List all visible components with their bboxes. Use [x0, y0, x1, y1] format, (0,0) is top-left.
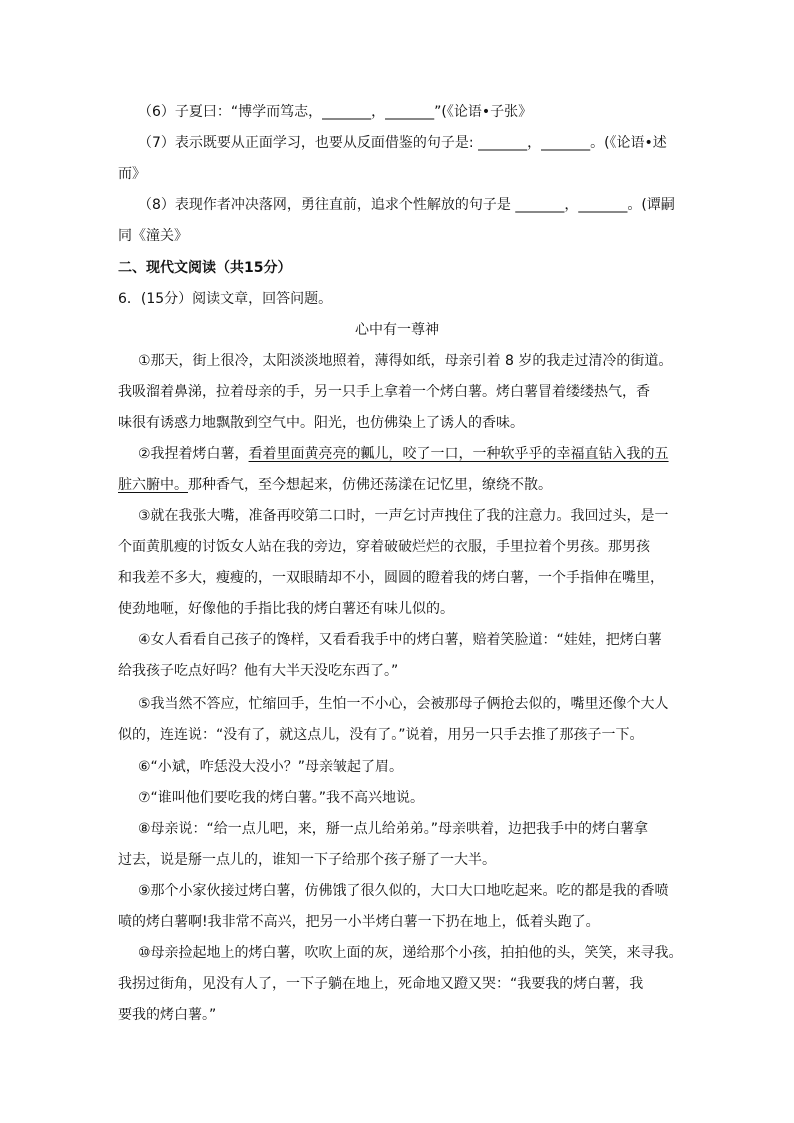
question-7-fill-line1: （7）表示既要从正面学习，也要从反面借鉴的句子是: _______，_______。(《论语•述 [138, 135, 667, 151]
paragraph-10-line-3: 要我的烤白薯。” [118, 1007, 217, 1023]
paragraph-2-underlined-1: 看着里面黄亮亮的瓤儿，咬了一口，一种软乎乎的幸福直钻入我的五 [248, 446, 669, 462]
question-6-fill: （6）子夏曰：“博学而笃志，_______，_______”(《论语•子张》 [138, 104, 533, 120]
paragraph-7-line-1: ⑦“谁叫他们要吃我的烤白薯。”我不高兴地说。 [138, 790, 425, 806]
paragraph-1-line-1: ①那天，街上很冷，太阳淡淡地照着，薄得如纸，母亲引着 8 岁的我走过清冷的街道。 [138, 353, 673, 369]
section-heading: 二、现代文阅读（共15分） [118, 260, 292, 276]
paragraph-2-line-1 [138, 443, 669, 465]
article-title: 心中有一尊神 [355, 322, 439, 338]
paragraph-9-line-2: 喷的烤白薯啊!我非常不高兴，把另一小半烤白薯一下扔在地上，低着头跑了。 [118, 914, 600, 930]
paragraph-6-line-1: ⑥“小斌，咋恁没大没小？”母亲皱起了眉。 [138, 759, 404, 775]
paragraph-3-line-1: ③就在我张大嘴，准备再咬第二口时，一声乞讨声拽住了我的注意力。我回过头，是一 [138, 508, 669, 524]
paragraph-2-end: 那种香气，至今想起来，仿佛还荡漾在记忆里，缭绕不散。 [188, 477, 552, 493]
paragraph-8-line-1: ⑧母亲说：“给一点儿吧，来，掰一点儿给弟弟。”母亲哄着，边把我手中的烤白薯拿 [138, 821, 649, 837]
paragraph-3-line-2: 个面黄肌瘦的讨饭女人站在我的旁边，穿着破破烂烂的衣服，手里拉着个男孩。那男孩 [118, 539, 650, 555]
question-7-fill-line2: 而》 [118, 166, 146, 182]
paragraph-2-start: ②我捏着烤白薯， [138, 446, 249, 462]
paragraph-4-line-1: ④女人看看自己孩子的馋样，又看看我手中的烤白薯，赔着笑脸道：“娃娃，把烤白薯 [138, 632, 662, 648]
paragraph-2-line-2 [118, 474, 552, 496]
question-8-fill-line2: 同《潼关》 [118, 228, 188, 244]
question-6-prompt: 6．(15分）阅读文章，回答问题。 [118, 291, 333, 307]
paragraph-1-line-3: 味很有诱惑力地飘散到空气中。阳光，也仿佛染上了诱人的香味。 [118, 415, 524, 431]
paragraph-9-line-1: ⑨那个小家伙接过烤白薯，仿佛饿了很久似的，大口大口地吃起来。吃的都是我的香喷 [138, 883, 669, 899]
paragraph-10-line-1: ⑩母亲捡起地上的烤白薯，吹吹上面的灰，递给那个小孩，拍拍他的头，笑笑，来寻我。 [138, 945, 683, 961]
paragraph-3-line-3: 和我差不多大，瘦瘦的，一双眼睛却不小，圆圆的瞪着我的烤白薯，一个手指伸在嘴里， [118, 570, 664, 586]
question-8-fill-line1: （8）表现作者冲决落网，勇往直前，追求个性解放的句子是 _______，_______。(谭嗣 [138, 197, 675, 213]
paragraph-5-line-1: ⑤我当然不答应，忙缩回手，生怕一不小心，会被那母子俩抢去似的，嘴里还像个大人 [138, 696, 669, 712]
paragraph-3-line-4: 使劲地咂，好像他的手指比我的烤白薯还有味儿似的。 [118, 601, 454, 617]
paragraph-1-line-2: 我吸溜着鼻涕，拉着母亲的手，另一只手上拿着一个烤白薯。烤白薯冒着缕缕热气，香 [118, 384, 650, 400]
paragraph-10-line-2: 我拐过街角，见没有人了，一下子躺在地上，死命地又蹬又哭：“我要我的烤白薯，我 [118, 976, 644, 992]
paragraph-8-line-2: 过去，说是掰一点儿的，谁知一下子给那个孩子掰了一大半。 [118, 852, 496, 868]
paragraph-5-line-2: 似的，连连说：“没有了，就这点儿，没有了。”说着，用另一只手去推了那孩子一下。 [118, 727, 644, 743]
paragraph-2-underlined-2: 脏六腑中。 [118, 477, 188, 493]
paragraph-4-line-2: 给我孩子吃点好吗？他有大半天没吃东西了。” [118, 663, 399, 679]
